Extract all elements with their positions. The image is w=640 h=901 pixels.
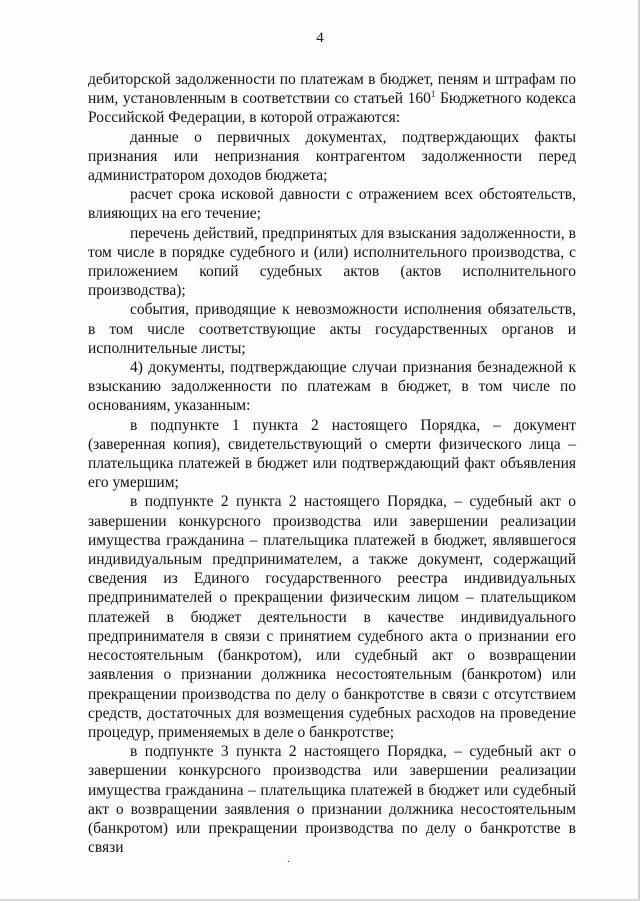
paragraph-subitem-3: в подпункте 3 пункта 2 настоящего Порядка, – судебный акт о завершении конкурсного производства или завершении реализации имущества гражданина – плательщика платежей в бюджет или судебный акт о возвращении заявления о признании должника несостоятельным (банкротом) или прекращении производства по делу о банкротстве в связи (88, 743, 576, 857)
paragraph-limitation-period: расчет срока исковой давности с отражением всех обстоятельств, влияющих на его течение; (88, 186, 576, 223)
footer-mark: . (287, 851, 290, 865)
page-number: 4 (316, 30, 324, 46)
paragraph-intro-continuation: Бюджетного кодекса Российской Федерации, в которой отражаются: (88, 90, 576, 127)
paragraph-collection-actions: перечень действий, предпринятых для взыскания задолженности, в том числе в порядке судебного и (или) исполнительного производства, с приложением копий судебных актов (актов исполнительного производства); (88, 224, 576, 300)
paragraph-primary-documents: данные о первичных документах, подтверждающих факты признания или непризнания контрагентом задолженности перед администратором доходов бюджета; (88, 128, 576, 185)
paragraph-subitem-1: в подпункте 1 пункта 2 настоящего Порядка, – документ (заверенная копия), свидетельствующий о смерти физического лица – плательщика платежей в бюджет или подтверждающий факт объявления его умершим; (88, 416, 576, 492)
paragraph-intro (88, 70, 576, 128)
paragraph-item-4: 4) документы, подтверждающие случаи признания безнадежной к взысканию задолженности по платежам в бюджет, в том числе по основаниям, указанным: (88, 359, 576, 415)
document-body (88, 70, 576, 857)
paragraph-subitem-2: в подпункте 2 пункта 2 настоящего Порядка, – судебный акт о завершении конкурсного производства или завершении реализации имущества гражданина – плательщика платежей в бюджет, являвшегося индивидуальным предпринимателем, а также документ, содержащий сведения из Единого государственного реестра индивидуальных предпринимателей о прекращении физическим лицом – плательщиком платежей в бюджет деятельности в качестве индивидуального предпринимателя в связи с принятием судебного акта о признании его несостоятельным (банкротом), или судебный акт о возвращении заявления о признании должника несостоятельным (банкротом) или прекращении производства по делу о банкротстве в связи с отсутствием средств, достаточных для возмещения судебных расходов на проведение процедур, применяемых в деле о банкротстве; (88, 493, 576, 741)
paragraph-impossibility-events: события, приводящие к невозможности исполнения обязательств, в том числе соответствующие акты государственных органов и исполнительные листы; (88, 301, 576, 357)
paragraph-intro-text: дебиторской задолженности по платежам в бюджет, пеням и штрафам по ним, установленным в соответствии со статьей 160 (88, 71, 576, 108)
article-superscript: 1 (430, 89, 436, 100)
